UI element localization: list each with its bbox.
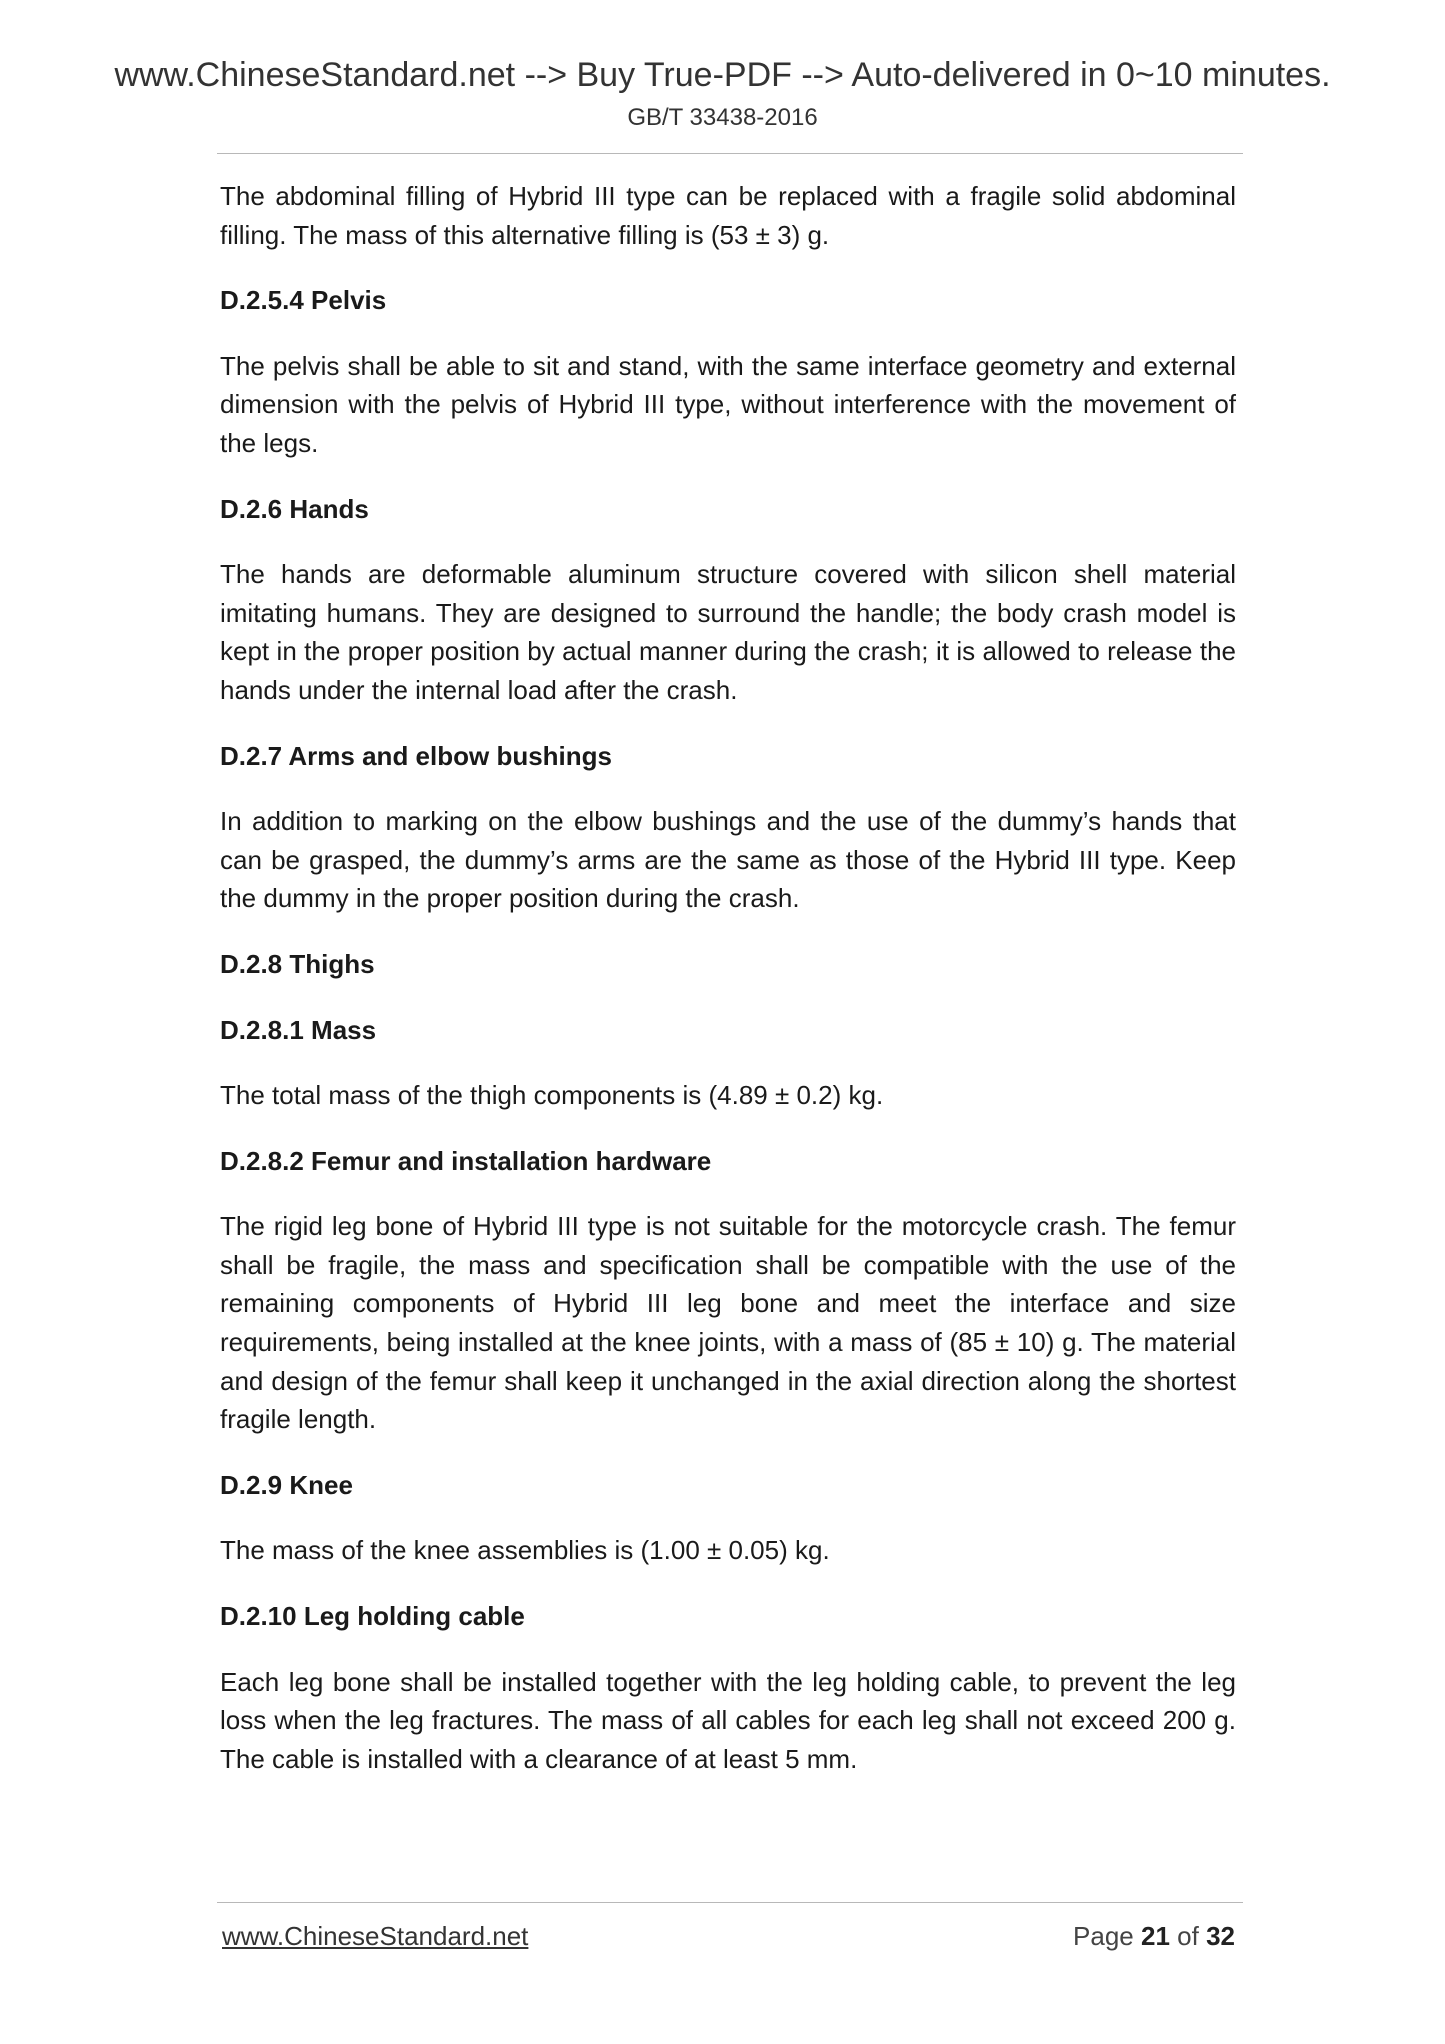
header-divider [217,153,1243,154]
page-number [1073,1921,1235,1952]
page-label: Page [1073,1921,1134,1951]
footer-site-link[interactable]: www.ChineseStandard.net [222,1921,529,1951]
paragraph-femur: The rigid leg bone of Hybrid III type is not suitable for the motorcycle crash. The femur shall be fragile, the mass and specification shall be compatible with the use of the remaining components of Hybrid III leg bone and meet the interface and size requirements, being installed at the knee joints, with a mass of (85 ± 10) g. The material and design of the femur shall keep it unchanged in the axial direction along the shortest fragile length. [220,1211,1236,1435]
heading-thighs: D.2.8 Thighs [220,948,375,979]
heading-hands: D.2.6 Hands [220,493,369,524]
heading-thigh-mass: D.2.8.1 Mass [220,1014,377,1045]
page-of: of [1177,1921,1199,1951]
page-total: 32 [1206,1921,1235,1951]
header-banner: www.ChineseStandard.net --> Buy True-PDF --> Auto-delivered in 0~10 minutes. [114,56,1331,94]
page-current: 21 [1141,1921,1170,1951]
standard-id: GB/T 33438-2016 [627,104,818,131]
document-body [220,177,1236,1805]
paragraph-hands: The hands are deformable aluminum structure covered with silicon shell material imitating humans. They are designed to surround the handle; the body crash model is kept in the proper position by actual manner during the crash; it is allowed to release the hands under the internal load after the crash. [220,559,1236,705]
heading-leg-cable: D.2.10 Leg holding cable [220,1601,525,1632]
footer-divider [217,1902,1243,1903]
heading-pelvis: D.2.5.4 Pelvis [220,285,387,316]
paragraph-leg-cable: Each leg bone shall be installed together with the leg holding cable, to prevent the leg loss when the leg fractures. The mass of all cables for each leg shall not exceed 200 g. The cable is installed with a clearance of at least 5 mm. [220,1666,1236,1774]
paragraph-abdominal-filling: The abdominal filling of Hybrid III type can be replaced with a fragile solid abdominal filling. The mass of this alternative filling is (53 ± 3) g. [220,181,1236,250]
heading-arms: D.2.7 Arms and elbow bushings [220,740,612,771]
paragraph-thigh-mass: The total mass of the thigh components is (4.89 ± 0.2) kg. [220,1080,884,1111]
paragraph-pelvis: The pelvis shall be able to sit and stand, with the same interface geometry and external dimension with the pelvis of Hybrid III type, without interference with the movement of the legs. [220,350,1236,458]
paragraph-knee: The mass of the knee assemblies is (1.00 ± 0.05) kg. [220,1535,830,1566]
heading-femur: D.2.8.2 Femur and installation hardware [220,1145,712,1176]
heading-knee: D.2.9 Knee [220,1469,353,1500]
paragraph-arms: In addition to marking on the elbow bushings and the use of the dummy’s hands that can be grasped, the dummy’s arms are the same as those of the Hybrid III type. Keep the dummy in the proper position during the crash. [220,806,1236,914]
